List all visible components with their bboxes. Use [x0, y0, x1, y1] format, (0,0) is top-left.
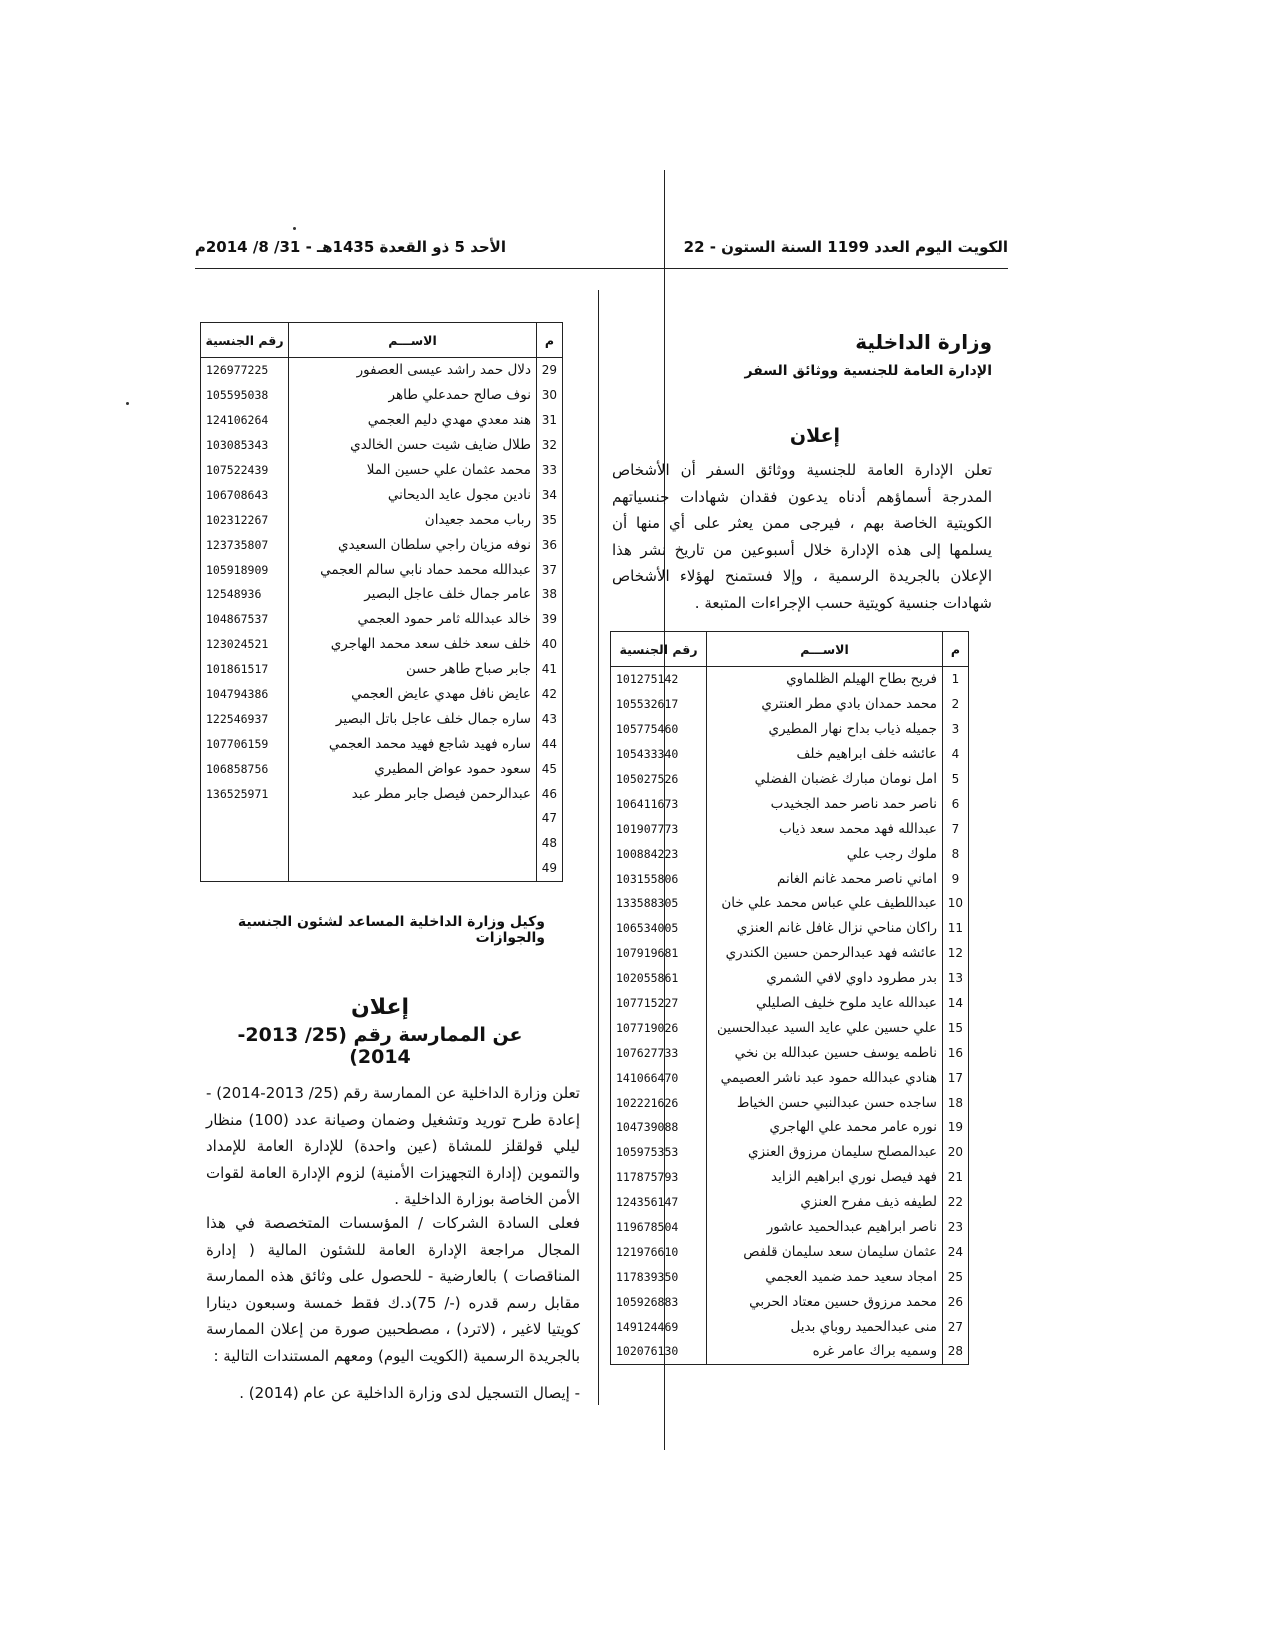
nationality-number: 107706159	[201, 731, 289, 756]
row-number: 20	[943, 1140, 969, 1165]
signature-line: وكيل وزارة الداخلية المساعد لشئون الجنسية والجوازات	[237, 914, 545, 946]
row-number: 26	[943, 1289, 969, 1314]
nationality-number: 104867537	[201, 607, 289, 632]
scan-speck	[126, 402, 129, 405]
row-number: 32	[537, 433, 563, 458]
person-name: اماني ناصر محمد غانم الغانم	[707, 866, 943, 891]
row-number: 4	[943, 742, 969, 767]
names-table-right	[610, 631, 969, 1365]
table-row	[611, 1040, 969, 1065]
row-number: 2	[943, 692, 969, 717]
announcement-2-paragraph-2: فعلى السادة الشركات / المؤسسات المتخصصة في هذا المجال مراجعة الإدارة العامة للشئون المالية ( إدارة المناقصات ) بالعارضية - للحصول على وثائق هذه الممارسة مقابل رسم قدره (-/ 75)د.ك فقط خمسة وسبعون دينارا كويتيا لاغير ، (لاترد) ، مصطحبين صورة من إعلان الممارسة بالجريدة الرسمية (الكويت اليوم) ومعهم المستندات التالية :	[206, 1214, 580, 1365]
nationality-number: 102221626	[611, 1090, 707, 1115]
person-name: ناصر ابراهيم عبدالحميد عاشور	[707, 1215, 943, 1240]
row-number: 17	[943, 1065, 969, 1090]
row-number: 5	[943, 767, 969, 792]
nationality-number: 119678504	[611, 1215, 707, 1240]
person-name: راكان مناحي نزال غافل غانم العنزي	[707, 916, 943, 941]
person-name: نوف صالح حمدعلي طاهر	[289, 383, 537, 408]
table-row	[611, 1190, 969, 1215]
table-row	[201, 731, 563, 756]
row-number: 24	[943, 1239, 969, 1264]
person-name: ساجده حسن عبدالنبي حسن الخياط	[707, 1090, 943, 1115]
table-row	[611, 1339, 969, 1364]
person-name: منى عبدالحميد روباي بديل	[707, 1314, 943, 1339]
nationality-number: 133588305	[611, 891, 707, 916]
table-row	[201, 806, 563, 831]
row-number: 38	[537, 582, 563, 607]
table-row	[201, 756, 563, 781]
nationality-number: 126977225	[201, 358, 289, 383]
header-rule	[195, 268, 1008, 269]
nationality-number: 101275142	[611, 667, 707, 692]
row-number: 21	[943, 1165, 969, 1190]
table-row	[201, 632, 563, 657]
table-row	[611, 1065, 969, 1090]
nationality-number: 106534005	[611, 916, 707, 941]
nationality-number: 149124469	[611, 1314, 707, 1339]
nationality-number: 105975353	[611, 1140, 707, 1165]
nationality-number: 117839350	[611, 1264, 707, 1289]
table-row	[201, 557, 563, 582]
table-row	[611, 1289, 969, 1314]
row-number: 18	[943, 1090, 969, 1115]
person-name	[289, 806, 537, 831]
person-name: ساره جمال خلف عاجل باتل البصير	[289, 706, 537, 731]
row-number: 14	[943, 991, 969, 1016]
department-title: الإدارة العامة للجنسية ووثائق السفر	[744, 363, 992, 379]
nationality-number: 12548936	[201, 582, 289, 607]
person-name: عبدالرحمن فيصل جابر مطر عبد	[289, 781, 537, 806]
row-number: 9	[943, 866, 969, 891]
nationality-number: 102055861	[611, 966, 707, 991]
table-row	[201, 607, 563, 632]
table-row	[611, 891, 969, 916]
row-number: 10	[943, 891, 969, 916]
table-row	[611, 991, 969, 1016]
row-number: 36	[537, 532, 563, 557]
table-row	[611, 966, 969, 991]
row-number: 22	[943, 1190, 969, 1215]
nationality-number: 141066470	[611, 1065, 707, 1090]
col-header-nationality-no: رقم الجنسية	[611, 632, 707, 667]
person-name: ساره فهيد شاجع فهيد محمد العجمي	[289, 731, 537, 756]
person-name: رباب محمد جعيدان	[289, 507, 537, 532]
table-row	[611, 1140, 969, 1165]
table-row	[201, 433, 563, 458]
person-name: عائشه فهد عبدالرحمن حسين الكندري	[707, 941, 943, 966]
row-number: 39	[537, 607, 563, 632]
table-row	[201, 682, 563, 707]
row-number: 12	[943, 941, 969, 966]
row-number: 31	[537, 408, 563, 433]
row-number: 47	[537, 806, 563, 831]
person-name: بدر مطرود داوي لافي الشمري	[707, 966, 943, 991]
person-name: خلف سعد خلف سعد محمد الهاجري	[289, 632, 537, 657]
nationality-number: 105918909	[201, 557, 289, 582]
col-header-no: م	[943, 632, 969, 667]
nationality-number: 107719026	[611, 1015, 707, 1040]
nationality-number: 105532617	[611, 692, 707, 717]
row-number: 27	[943, 1314, 969, 1339]
person-name: عامر جمال خلف عاجل البصير	[289, 582, 537, 607]
person-name: امل نومان مبارك غضبان الفضلي	[707, 767, 943, 792]
person-name: نادين مجول عايد الديحاني	[289, 482, 537, 507]
table-row	[201, 781, 563, 806]
table-row	[201, 706, 563, 731]
table-row	[611, 866, 969, 891]
nationality-number: 107919681	[611, 941, 707, 966]
person-name: نوفه مزيان راجي سلطان السعيدي	[289, 532, 537, 557]
col-header-name: الاســـم	[707, 632, 943, 667]
nationality-number: 124106264	[201, 408, 289, 433]
row-number: 29	[537, 358, 563, 383]
person-name: سعود حمود عواض المطيري	[289, 756, 537, 781]
nationality-number: 121976610	[611, 1239, 707, 1264]
table-row	[611, 1015, 969, 1040]
row-number: 15	[943, 1015, 969, 1040]
table-row	[611, 1115, 969, 1140]
table-row	[611, 742, 969, 767]
nationality-number: 106708643	[201, 482, 289, 507]
row-number: 1	[943, 667, 969, 692]
nationality-number	[201, 856, 289, 881]
table-row	[201, 532, 563, 557]
nationality-number: 123735807	[201, 532, 289, 557]
table-row	[201, 856, 563, 881]
nationality-number: 101907773	[611, 816, 707, 841]
row-number: 40	[537, 632, 563, 657]
person-name: عائشه خلف ابراهيم خلف	[707, 742, 943, 767]
row-number: 37	[537, 557, 563, 582]
header-left: الأحد 5 ذو القعدة 1435هـ - 31/ 8/ 2014م	[194, 238, 506, 256]
nationality-number: 102312267	[201, 507, 289, 532]
nationality-number: 105926883	[611, 1289, 707, 1314]
person-name: امجاد سعيد حمد ضميد العجمي	[707, 1264, 943, 1289]
table-row	[611, 1264, 969, 1289]
table-row	[611, 1215, 969, 1240]
col-header-name: الاســـم	[289, 323, 537, 358]
nationality-number: 105775460	[611, 717, 707, 742]
nationality-number: 102076130	[611, 1339, 707, 1364]
table-row	[611, 816, 969, 841]
person-name: عبدالله محمد حماد نابي سالم العجمي	[289, 557, 537, 582]
row-number: 34	[537, 482, 563, 507]
table-row	[201, 507, 563, 532]
names-table-left	[200, 322, 563, 882]
table-row	[611, 1090, 969, 1115]
row-number: 3	[943, 717, 969, 742]
person-name: طلال ضايف شيت حسن الخالدي	[289, 433, 537, 458]
table-row	[611, 841, 969, 866]
table-row	[201, 657, 563, 682]
person-name: ملوك رجب علي	[707, 841, 943, 866]
person-name: لطيفه ذيف مفرح العنزي	[707, 1190, 943, 1215]
nationality-number: 117875793	[611, 1165, 707, 1190]
row-number: 25	[943, 1264, 969, 1289]
announcement-text: تعلن الإدارة العامة للجنسية ووثائق السفر أن الأشخاص المدرجة أسماؤهم أدناه يدعون فقدان شهادات جنسياتهم الكويتية الخاصة بهم ، فيرجى ممن يعثر على أي منها أن يسلمها إلى هذه الإدارة خلال أسبوعين من تاريخ نشر هذا الإعلان بالجريدة الرسمية ، وإلا فستمنح لهؤلاء الأشخاص شهادات جنسية كويتية حسب الإجراءات المتبعة .	[612, 461, 992, 612]
nationality-number: 103155806	[611, 866, 707, 891]
person-name: هنادي عبدالله حمود عبد ناشر العصيمي	[707, 1065, 943, 1090]
table-row	[201, 383, 563, 408]
row-number: 16	[943, 1040, 969, 1065]
table-row	[611, 667, 969, 692]
nationality-number: 104794386	[201, 682, 289, 707]
person-name: هند معدي مهدي دليم العجمي	[289, 408, 537, 433]
table-row	[201, 458, 563, 483]
table-row	[201, 482, 563, 507]
person-name: جابر صباح طاهر حسن	[289, 657, 537, 682]
nationality-number	[201, 831, 289, 856]
person-name: فريح بطاح الهيلم الظلماوي	[707, 667, 943, 692]
row-number: 44	[537, 731, 563, 756]
row-number: 48	[537, 831, 563, 856]
nationality-number: 122546937	[201, 706, 289, 731]
row-number: 13	[943, 966, 969, 991]
nationality-number: 103085343	[201, 433, 289, 458]
row-number: 7	[943, 816, 969, 841]
nationality-number: 105433340	[611, 742, 707, 767]
row-number: 42	[537, 682, 563, 707]
person-name: نوره عامر محمد علي الهاجري	[707, 1115, 943, 1140]
person-name	[289, 831, 537, 856]
table-row	[611, 916, 969, 941]
table-row	[201, 582, 563, 607]
person-name: علي حسين علي عايد السيد عبدالحسين	[707, 1015, 943, 1040]
person-name: ناصر حمد ناصر حمد الجخيدب	[707, 791, 943, 816]
nationality-number: 107627733	[611, 1040, 707, 1065]
table-row	[611, 941, 969, 966]
table-row	[611, 791, 969, 816]
nationality-number: 107715227	[611, 991, 707, 1016]
nationality-number: 123024521	[201, 632, 289, 657]
row-number: 30	[537, 383, 563, 408]
row-number: 46	[537, 781, 563, 806]
person-name: محمد مرزوق حسين معتاد الحربي	[707, 1289, 943, 1314]
announcement-title: إعلان	[789, 425, 841, 447]
nationality-number: 100884223	[611, 841, 707, 866]
nationality-number: 105595038	[201, 383, 289, 408]
column-divider	[598, 290, 599, 1405]
table-row	[201, 831, 563, 856]
row-number: 41	[537, 657, 563, 682]
row-number: 19	[943, 1115, 969, 1140]
person-name: محمد عثمان علي حسين الملا	[289, 458, 537, 483]
person-name: ناطمه يوسف حسين عبدالله بن نخي	[707, 1040, 943, 1065]
person-name: عبدالله عايد ملوح خليف الصليلي	[707, 991, 943, 1016]
row-number: 23	[943, 1215, 969, 1240]
nationality-number: 107522439	[201, 458, 289, 483]
nationality-number: 124356147	[611, 1190, 707, 1215]
scan-speck	[293, 227, 296, 230]
nationality-number: 106411673	[611, 791, 707, 816]
nationality-number: 136525971	[201, 781, 289, 806]
header-right: الكويت اليوم العدد 1199 السنة الستون - 22	[683, 238, 1008, 256]
col-header-no: م	[537, 323, 563, 358]
table-row	[201, 358, 563, 383]
person-name: عثمان سليمان سعد سليمان قلفص	[707, 1239, 943, 1264]
table-row	[611, 692, 969, 717]
col-header-nationality-no: رقم الجنسية	[201, 323, 289, 358]
person-name: خالد عبدالله ثامر حمود العجمي	[289, 607, 537, 632]
nationality-number: 106858756	[201, 756, 289, 781]
table-body	[611, 667, 969, 1365]
nationality-number: 104739088	[611, 1115, 707, 1140]
row-number: 35	[537, 507, 563, 532]
table-row	[201, 408, 563, 433]
announcement-2-paragraph-3: - إيصال التسجيل لدى وزارة الداخلية عن عام (2014) .	[239, 1384, 580, 1402]
person-name: وسميه براك عامر غره	[707, 1339, 943, 1364]
table-row	[611, 1239, 969, 1264]
table-row	[611, 717, 969, 742]
row-number: 6	[943, 791, 969, 816]
row-number: 28	[943, 1339, 969, 1364]
person-name: دلال حمد راشد عيسى العصفور	[289, 358, 537, 383]
row-number: 8	[943, 841, 969, 866]
person-name: عبدالمصلح سليمان مرزوق العنزي	[707, 1140, 943, 1165]
row-number: 45	[537, 756, 563, 781]
person-name: عايض نافل مهدي عايض العجمي	[289, 682, 537, 707]
row-number: 43	[537, 706, 563, 731]
table-row	[611, 1314, 969, 1339]
row-number: 33	[537, 458, 563, 483]
person-name: جميله ذياب بداح نهار المطيري	[707, 717, 943, 742]
nationality-number: 105027526	[611, 767, 707, 792]
nationality-number	[201, 806, 289, 831]
announcement-2-paragraph-1: تعلن وزارة الداخلية عن الممارسة رقم (25/ 2013-2014) - إعادة طرح توريد وتشغيل وضمان وصيانة عدد (100) منظار ليلي قولقلز للمشاة (عين واحدة) للإدارة العامة للإمداد والتموين (إدارة التجهيزات الأمنية) لزوم الإدارة العامة لقوات الأمن الخاصة بوزارة الداخلية .	[206, 1084, 580, 1208]
announcement-2-title: إعلان	[350, 995, 410, 1020]
ministry-title: وزارة الداخلية	[855, 330, 992, 354]
person-name: محمد حمدان بادي مطر العنتري	[707, 692, 943, 717]
table-row	[611, 767, 969, 792]
row-number: 11	[943, 916, 969, 941]
table-row	[611, 1165, 969, 1190]
table-body	[201, 358, 563, 882]
announcement-2-subtitle: عن الممارسة رقم (25/ 2013-2014)	[237, 1024, 523, 1068]
nationality-number: 101861517	[201, 657, 289, 682]
row-number: 49	[537, 856, 563, 881]
person-name: فهد فيصل نوري ابراهيم الزايد	[707, 1165, 943, 1190]
person-name: عبداللطيف علي عباس محمد علي خان	[707, 891, 943, 916]
person-name: عبدالله فهد محمد سعد ذياب	[707, 816, 943, 841]
person-name	[289, 856, 537, 881]
